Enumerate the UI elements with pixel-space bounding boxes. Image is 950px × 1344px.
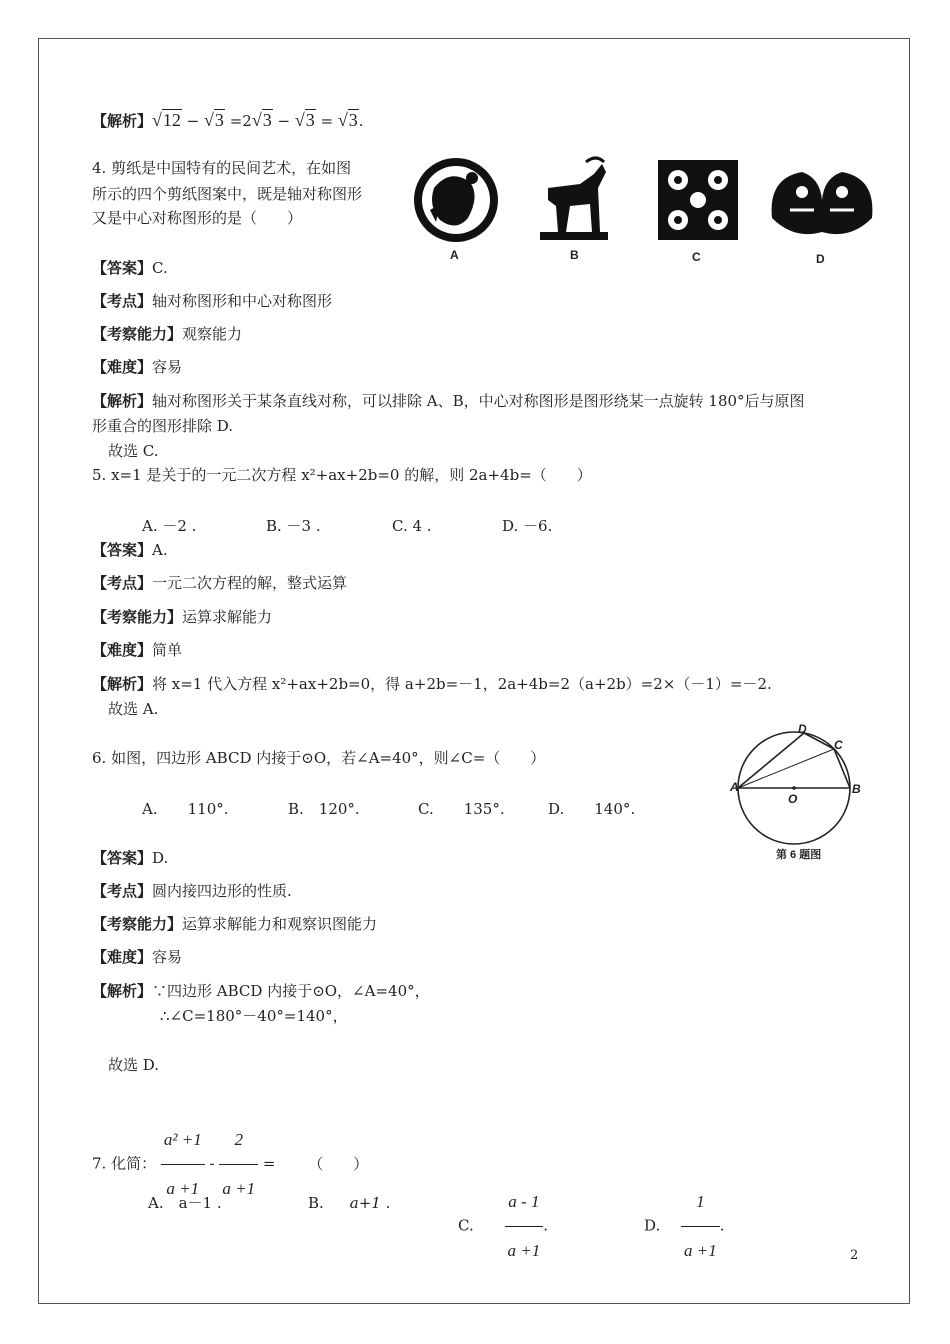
q6-point: 【考点】圆内接四边形的性质.: [92, 882, 292, 900]
sqrt-12: √12: [152, 110, 181, 130]
q6-conclusion: 故选 D.: [108, 1056, 160, 1074]
q5-option-c: C. 4 .: [392, 517, 432, 535]
q7-fraction-1: $\frac{\text{a² +1}}{a +1}$: [161, 1118, 205, 1211]
q5-option-a: A. －2 .: [142, 517, 197, 535]
q4-analysis-2: 形重合的图形排除 D.: [92, 417, 234, 435]
q5-ability: 【考察能力】运算求解能力: [92, 608, 273, 626]
q7-stem: 7. 化简： $\frac{\text{a² +1}}{a +1}$ - $\frac{2}{a +1}$ = （ ）: [92, 1118, 368, 1211]
q4-stem-1: 4. 剪纸是中国特有的民间艺术，在如图: [92, 159, 352, 177]
q6-option-a: A. 110°.: [142, 800, 229, 818]
q6-analysis-1: 【解析】∵四边形 ABCD 内接于⊙O，∠A=40°，: [92, 982, 430, 1000]
papercut-svg: [410, 148, 888, 268]
q6-option-b: B. 120°.: [288, 800, 360, 818]
sqrt-3d: √3: [337, 110, 358, 130]
fig-label-c: C: [692, 250, 701, 264]
q7-option-a: A. a－1 .: [148, 1194, 222, 1212]
q4-point: 【考点】轴对称图形和中心对称图形: [92, 292, 333, 310]
q7-option-d: D. $\frac{1}{a +1}$ .: [644, 1180, 725, 1273]
sqrt-3c: √3: [294, 110, 315, 130]
q4-stem-3: 又是中心对称图形的是（ ）: [92, 209, 303, 227]
q5-option-b: B. －3 .: [266, 517, 321, 535]
papercut-b-icon: [540, 158, 608, 240]
papercut-a-icon: [414, 158, 498, 242]
sqrt-3b: √3: [251, 110, 272, 130]
point-o: O: [788, 792, 798, 806]
q4-answer: 【答案】C.: [92, 259, 168, 277]
analysis-tag: 【解析】: [92, 112, 153, 130]
q6-answer: 【答案】D.: [92, 849, 169, 867]
point-c: C: [834, 738, 843, 752]
q6-option-d: D. 140°.: [548, 800, 636, 818]
q7-option-c: C. $\frac{a - 1}{a +1}$ .: [458, 1180, 548, 1273]
circle-figure: [726, 722, 876, 862]
q7-fraction-2: $\frac{2}{a +1}$: [219, 1118, 258, 1211]
papercut-c-icon: [658, 160, 738, 240]
point-b: B: [852, 782, 861, 796]
papercut-figures: [410, 148, 888, 268]
fig-label-d: D: [816, 252, 825, 266]
q5-point: 【考点】一元二次方程的解，整式运算: [92, 574, 348, 592]
q4-difficulty: 【难度】容易: [92, 358, 183, 376]
prev-analysis: 【解析】√12 − √3 =2√3 − √3 = √3.: [92, 110, 364, 130]
q4-conclusion: 故选 C.: [108, 442, 159, 460]
q6-option-c: C. 135°.: [418, 800, 505, 818]
q4-analysis-1: 【解析】轴对称图形关于某条直线对称，可以排除 A、B，中心对称图形是图形绕某一点旋转 180°后与原图: [92, 392, 805, 410]
q4-ability: 【考察能力】观察能力: [92, 325, 243, 343]
q5-option-d: D. －6.: [502, 517, 553, 535]
fig-label-a: A: [450, 248, 459, 262]
q5-analysis: 【解析】将 x=1 代入方程 x²+ax+2b=0，得 a+2b=－1，2a+4b=2（a+2b）=2×（－1）=－2.: [92, 675, 772, 693]
q5-conclusion: 故选 A.: [108, 700, 159, 718]
point-d: D: [798, 722, 807, 736]
sqrt-3: √3: [204, 110, 224, 130]
q6-difficulty: 【难度】容易: [92, 948, 183, 966]
q6-analysis-2: ∴∠C=180°－40°=140°，: [160, 1007, 348, 1025]
q5-stem: 5. x=1 是关于的一元二次方程 x²+ax+2b=0 的解，则 2a+4b=（ ）: [92, 466, 592, 484]
q5-difficulty: 【难度】简单: [92, 641, 183, 659]
q5-answer: 【答案】A.: [92, 541, 168, 559]
q7-option-c-fraction: $\frac{a - 1}{a +1}$: [505, 1180, 544, 1273]
fig-label-b: B: [570, 248, 579, 262]
q7-option-b: B. a+1 .: [308, 1194, 391, 1212]
figure-caption: 第 6 题图: [776, 849, 822, 861]
page-number: 2: [850, 1248, 859, 1263]
papercut-d-icon: [772, 172, 873, 234]
q7-option-d-fraction: $\frac{1}{a +1}$: [681, 1180, 720, 1273]
point-a: A: [730, 780, 739, 794]
q6-stem: 6. 如图，四边形 ABCD 内接于⊙O，若∠A=40°，则∠C=（ ）: [92, 749, 546, 767]
q4-stem-2: 所示的四个剪纸图案中，既是轴对称图形: [92, 185, 363, 203]
q6-ability: 【考察能力】运算求解能力和观察识图能力: [92, 915, 378, 933]
